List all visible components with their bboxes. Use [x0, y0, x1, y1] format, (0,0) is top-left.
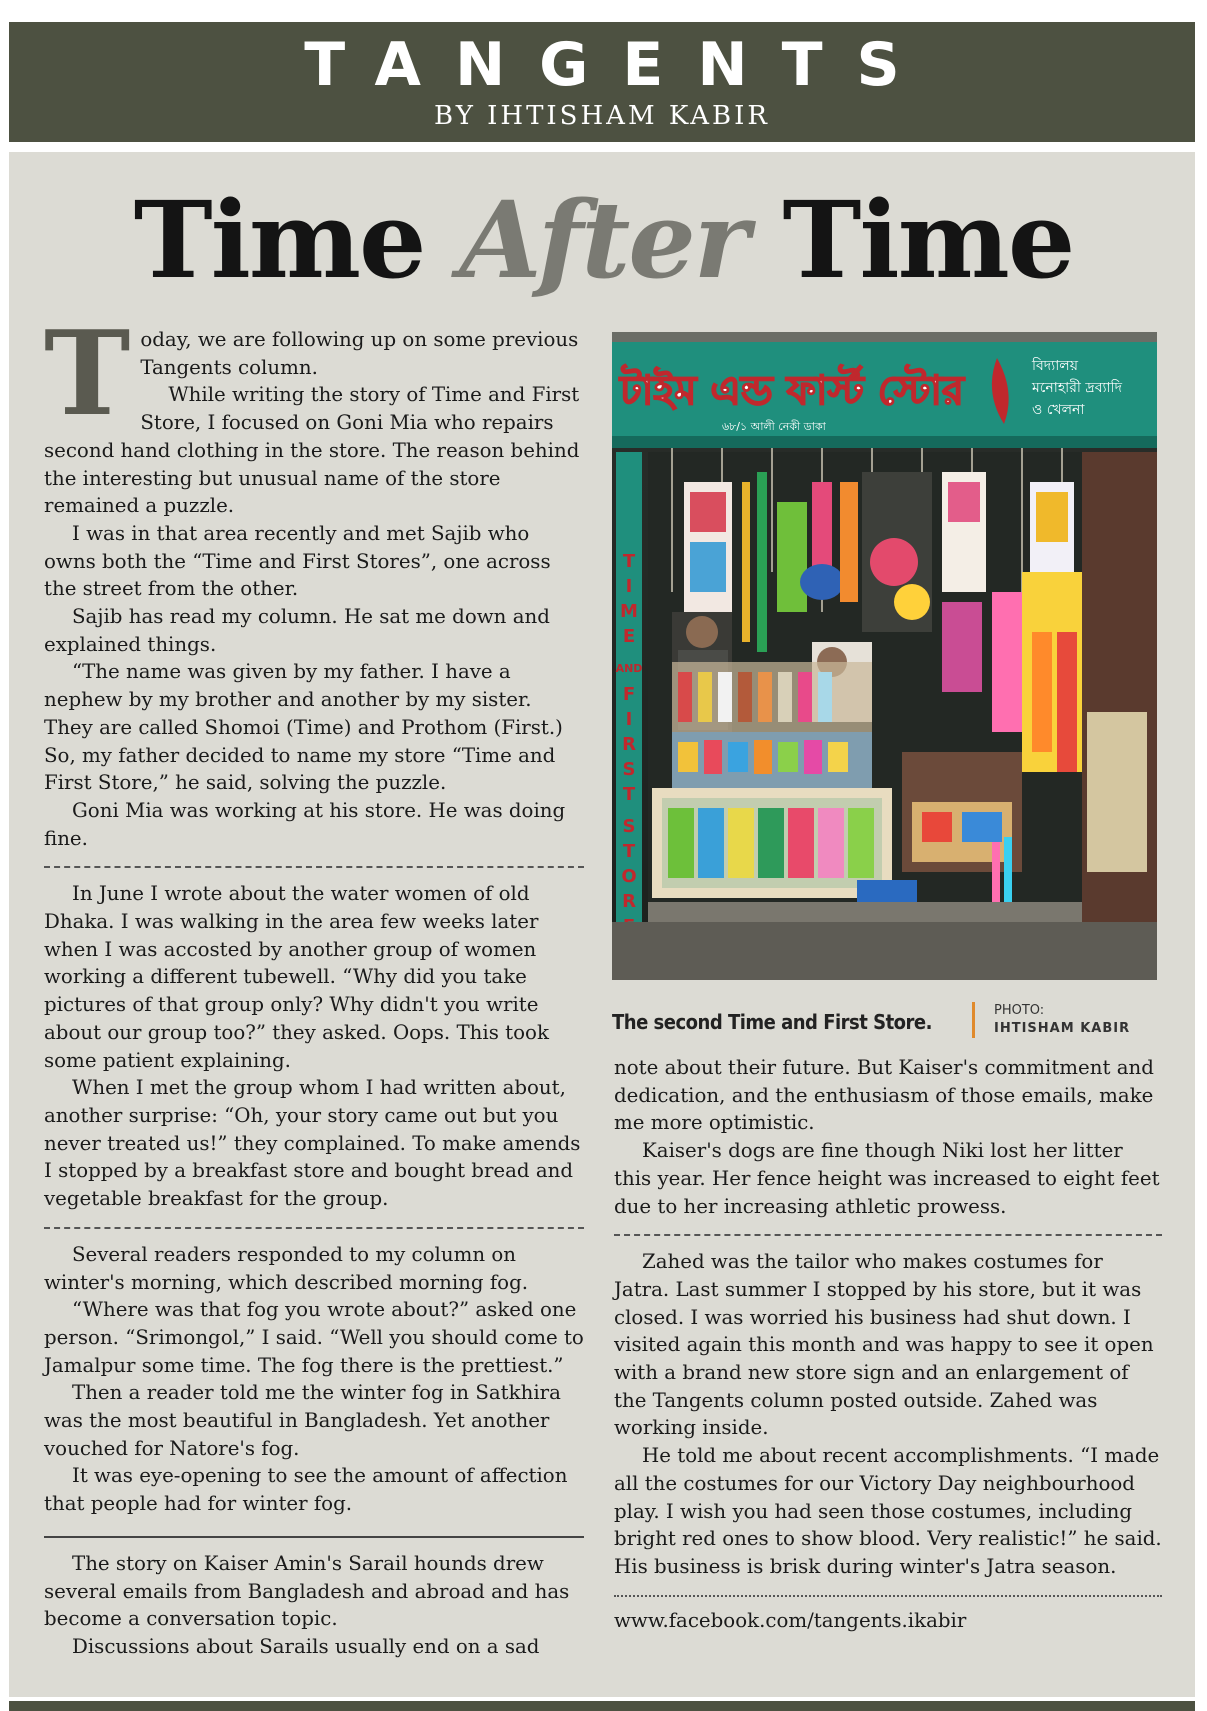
svg-text:বিদ্যালয়: বিদ্যালয়	[1032, 358, 1078, 374]
photo-credit-name: IHTISHAM KABIR	[994, 1021, 1131, 1036]
paragraph: Then a reader told me the winter fog in Satkhira was the most beautiful in Bangladesh. Yet another vouched for Natore's fog.	[44, 1381, 561, 1460]
article-column-left	[44, 306, 584, 1661]
paragraph: The story on Kaiser Amin's Sarail hounds drew several emails from Bangladesh and abroad and has become a conversation topic.	[44, 1551, 570, 1631]
section-divider	[44, 866, 584, 868]
svg-text:E: E	[622, 626, 636, 647]
paragraph: Zahed was the tailor who makes costumes for Jatra. Last summer I stopped by his store, but it was closed. I was worried his business had shut down. I visited again this month and was happy to see it open with a brand new store sign and an enlargement of the Tangents column posted outside. Zahed was working inside.	[614, 1250, 1154, 1440]
column-byline: BY IHTISHAM KABIR	[434, 101, 770, 131]
photo-credit-label: PHOTO:	[994, 1003, 1045, 1018]
caption-divider	[972, 1002, 975, 1038]
svg-text:৬৮/১ আলী নেকী ডাকা: ৬৮/১ আলী নেকী ডাকা	[722, 420, 826, 433]
section-divider	[44, 1227, 584, 1229]
drop-cap: T	[44, 306, 131, 442]
svg-text:T: T	[622, 551, 636, 572]
article-column-right	[614, 1054, 1162, 1634]
svg-text:ও খেলনা: ও খেলনা	[1032, 402, 1085, 418]
footer-bar	[9, 1701, 1195, 1711]
svg-text:R: R	[622, 891, 636, 912]
store-photo	[612, 332, 1157, 980]
photo-credit	[994, 1002, 1130, 1038]
column-title: TANGENTS	[304, 30, 934, 100]
headline	[0, 165, 1207, 315]
paragraph: While writing the story of Time and First Store, I focused on Goni Mia who repairs second hand clothing in the store. The reason behind the interesting but unusual name of the store remained a puzzle.	[44, 383, 580, 518]
section-divider	[44, 1536, 584, 1538]
headline-part-3: Time	[782, 177, 1074, 302]
store-sign-text: টাইম এন্ড ফার্স্ট স্টোর	[620, 368, 964, 414]
section-divider	[614, 1595, 1162, 1597]
caption-text: The second Time and First Store.	[612, 1010, 932, 1034]
svg-text:মনোহারী দ্রব্যাদি: মনোহারী দ্রব্যাদি	[1032, 380, 1122, 396]
paragraph: Goni Mia was working at his store. He was doing fine.	[44, 798, 566, 850]
paragraph: Several readers responded to my column on winter's morning, which described morning fog.	[44, 1242, 529, 1294]
svg-text:R: R	[622, 734, 636, 755]
paragraph-text: oday, we are following up on some previous Tangents column.	[140, 328, 579, 379]
paragraph: Kaiser's dogs are fine though Niki lost her litter this year. Her fence height was increased to eight feet due to her increasing athletic prowess.	[614, 1139, 1160, 1218]
headline-part-1: Time	[133, 177, 425, 302]
svg-text:O: O	[621, 866, 637, 887]
svg-text:S: S	[622, 759, 636, 780]
paragraph: It was eye-opening to see the amount of affection that people had for winter fog.	[44, 1464, 568, 1516]
section-divider	[614, 1234, 1162, 1236]
paragraph: “The name was given by my father. I have a nephew by my brother and another by my sister. They are called Shomoi (Time) and Prothom (First.) So, my father decided to name my store “Time and First Store,” he said, solving the puzzle.	[44, 660, 563, 795]
headline-part-2: After	[459, 177, 748, 302]
masthead	[9, 22, 1195, 142]
svg-text:F: F	[622, 684, 636, 705]
paragraph: He told me about recent accomplishments. “I made all the costumes for our Victory Day neighbourhood play. I wish you had seen those costumes, including bright red ones to show blood. Very realistic!” he said. His business is brisk during winter's Jatra season.	[614, 1444, 1162, 1578]
facebook-link[interactable]: www.facebook.com/tangents.ikabir	[614, 1608, 967, 1632]
paragraph: Sajib has read my column. He sat me down and explained things.	[44, 605, 550, 656]
paragraph: I was in that area recently and met Sajib who owns both the “Time and First Stores”, one across the street from the other.	[44, 521, 551, 601]
svg-text:T: T	[622, 841, 636, 862]
svg-text:I: I	[625, 709, 633, 730]
store-illustration	[612, 332, 1157, 980]
svg-text:M: M	[620, 601, 638, 622]
paragraph: “Where was that fog you wrote about?” asked one person. “Srimongol,” I said. “Well you should come to Jamalpur some time. The fog there is the prettiest.”	[44, 1298, 584, 1377]
paragraph	[44, 306, 584, 442]
svg-text:T: T	[622, 784, 636, 805]
paragraph: In June I wrote about the water women of old Dhaka. I was walking in the area few weeks later when I was accosted by another group of women working a different tubewell. “Why did you take pictures of that group only? Why didn't you write about our group too?” they asked. Oops. This took some patient explaining.	[44, 882, 549, 1072]
paragraph: When I met the group whom I had written about, another surprise: “Oh, your story came out but you never treated us!” they complained. To make amends I stopped by a breakfast store and bought bread and vegetable breakfast for the group.	[44, 1076, 581, 1211]
svg-text:I: I	[625, 576, 633, 597]
svg-text:AND: AND	[615, 662, 643, 675]
svg-text:S: S	[622, 816, 636, 837]
photo-caption	[612, 1000, 1160, 1044]
paragraph: note about their future. But Kaiser's commitment and dedication, and the enthusiasm of those emails, make me more optimistic.	[614, 1056, 1154, 1135]
paragraph: Discussions about Sarails usually end on a sad	[72, 1634, 540, 1658]
